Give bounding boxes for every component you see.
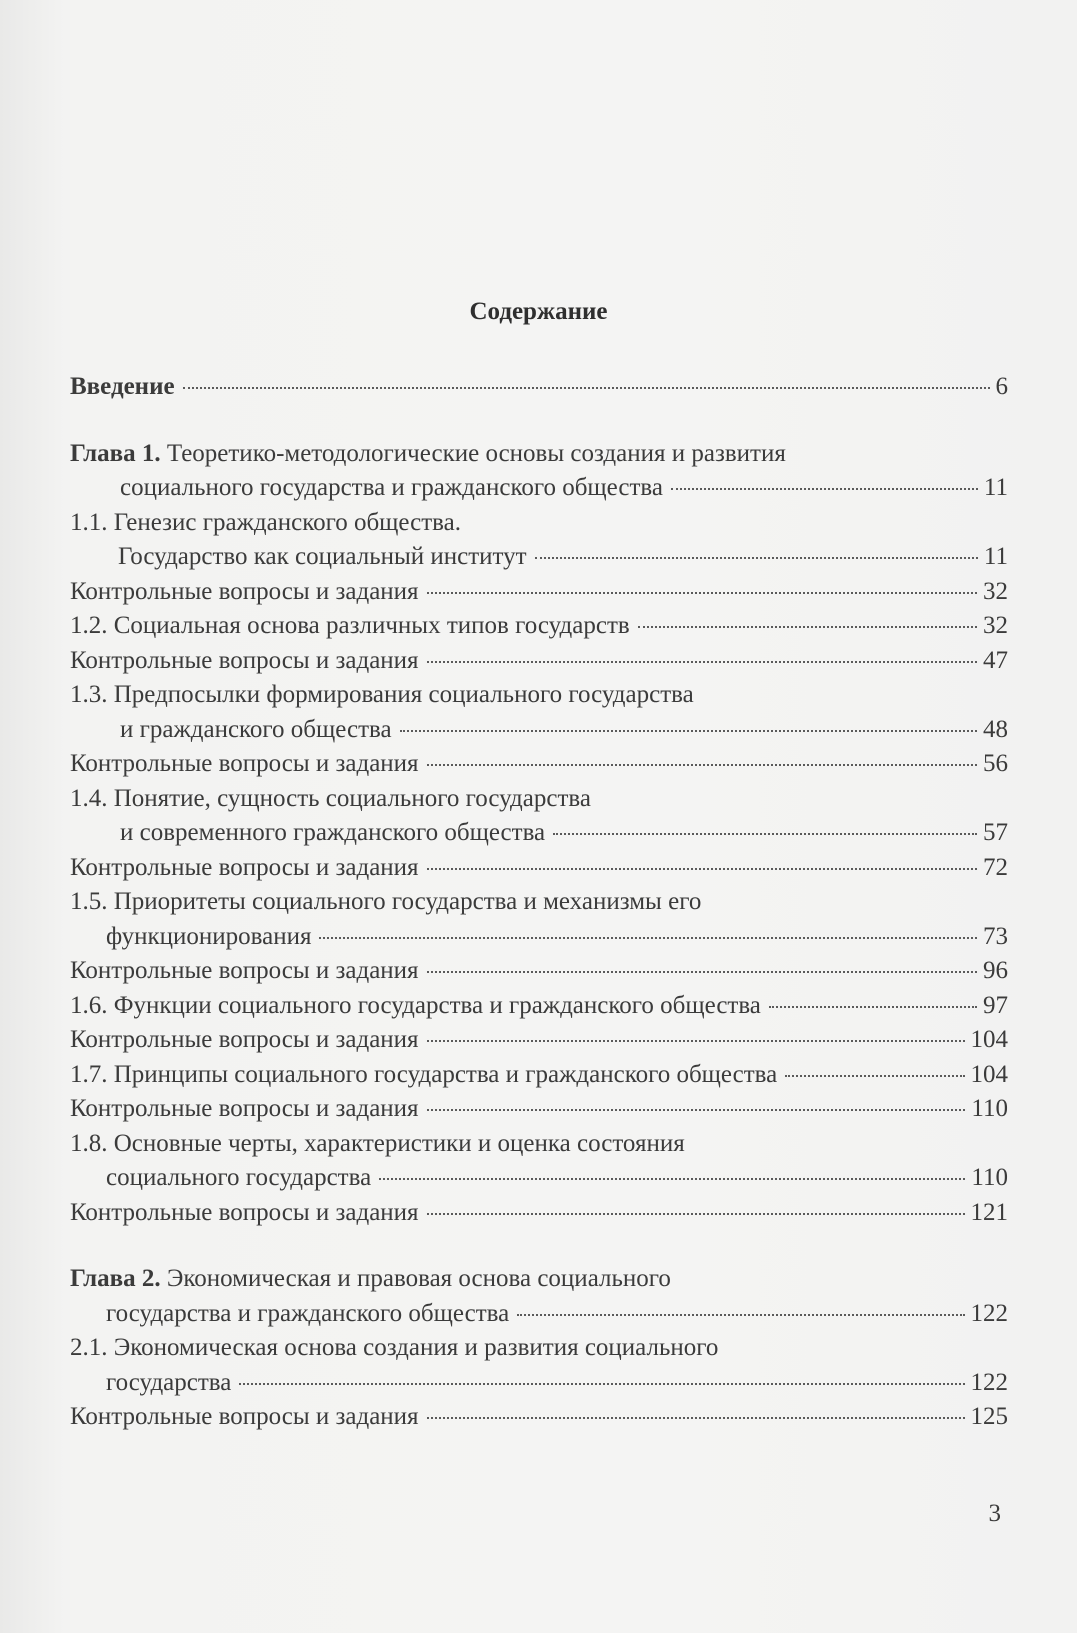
toc-entry-label: социального государства (106, 1164, 372, 1191)
toc-entry (70, 575, 1008, 610)
toc-entry-label: Контрольные вопросы и задания (70, 1198, 419, 1226)
toc-entry-label: 1.2. Социальная основа различных типов государств (70, 612, 630, 639)
toc-entry-label: функционирования (106, 922, 312, 950)
toc-page-number: 110 (971, 1164, 1008, 1191)
toc-entry (70, 1023, 1008, 1058)
toc-entry-continuation (70, 713, 1008, 748)
toc-entry-label: 1.8. Основные черты, характеристики и оценка состояния (70, 1129, 685, 1157)
chapter-title-line (70, 437, 1008, 472)
toc-entry-label: Контрольные вопросы и задания (70, 1403, 419, 1430)
table-of-contents (70, 370, 1008, 1435)
toc-page-number: 96 (983, 957, 1008, 984)
toc-entry-label: Контрольные вопросы и задания (70, 646, 419, 674)
toc-entry-continuation (70, 1366, 1008, 1401)
toc-page-number: 72 (983, 853, 1008, 881)
toc-entry-label: 1.7. Принципы социального государства и гражданского общества (70, 1060, 778, 1088)
toc-page-number: 11 (983, 543, 1008, 570)
toc-entry-intro (70, 370, 1008, 405)
toc-entry-label: 1.6. Функции социального государства и гражданского общества (70, 991, 761, 1019)
toc-entry-label: государства (106, 1368, 232, 1396)
toc-entry-label: Контрольные вопросы и задания (70, 1026, 419, 1053)
chapter-title-continuation (70, 1297, 1008, 1332)
chapter-prefix: Глава 2. (70, 1265, 161, 1292)
toc-entry (70, 885, 1008, 954)
toc-entry-label: Контрольные вопросы и задания (70, 577, 419, 605)
toc-entry (70, 1058, 1008, 1093)
toc-page-number: 104 (970, 1060, 1008, 1088)
toc-entry (70, 644, 1008, 679)
toc-page-number: 6 (995, 373, 1008, 400)
dot-leader (535, 557, 978, 559)
toc-entry (70, 851, 1008, 886)
toc-page-number: 104 (970, 1026, 1008, 1053)
toc-entry-label: 1.4. Понятие, сущность социального государства (70, 784, 591, 812)
toc-entry-label: Контрольные вопросы и задания (70, 750, 419, 777)
toc-entry-label: Контрольные вопросы и задания (70, 957, 419, 984)
toc-entry-continuation (70, 540, 1008, 575)
toc-entry (70, 989, 1008, 1024)
dot-leader (183, 387, 990, 389)
dot-leader (427, 1040, 965, 1042)
toc-entry-label: Контрольные вопросы и задания (70, 853, 419, 881)
toc-entry (70, 954, 1008, 989)
toc-page-number: 121 (970, 1198, 1008, 1226)
page-title: Содержание (469, 298, 608, 325)
dot-leader (427, 971, 977, 973)
dot-leader (769, 1006, 977, 1008)
chapter-title: государства и гражданского общества (106, 1299, 510, 1327)
toc-entry-label: Контрольные вопросы и задания (70, 1095, 419, 1122)
toc-page-number: 122 (970, 1368, 1008, 1396)
dot-leader (427, 764, 977, 766)
toc-entry-label: 1.5. Приоритеты социального государства и механизмы его (70, 888, 702, 915)
toc-entry (70, 1400, 1008, 1435)
chapter-title-continuation (70, 471, 1008, 506)
toc-entry-label: 1.3. Предпосылки формирования социального государства (70, 681, 694, 708)
dot-leader (239, 1383, 964, 1385)
toc-entry (70, 1196, 1008, 1231)
toc-page-number: 57 (983, 819, 1008, 846)
toc-entry (70, 1331, 1008, 1400)
toc-entry-label: 2.1. Экономическая основа создания и развития социального (70, 1334, 719, 1361)
toc-page-number: 125 (970, 1403, 1008, 1430)
dot-leader (427, 1109, 966, 1111)
toc-chapter-2 (70, 1262, 1008, 1331)
dot-leader (427, 868, 977, 870)
dot-leader (427, 1213, 965, 1215)
toc-page-number: 11 (983, 474, 1008, 501)
toc-page-number: 32 (983, 577, 1008, 605)
dot-leader (785, 1075, 964, 1077)
toc-entry (70, 678, 1008, 747)
dot-leader (400, 730, 977, 732)
toc-page-number: 56 (983, 750, 1008, 777)
toc-entry (70, 782, 1008, 851)
toc-entry (70, 747, 1008, 782)
chapter-prefix: Глава 1. (70, 439, 161, 467)
dot-leader (427, 592, 977, 594)
dot-leader (427, 1417, 965, 1419)
toc-entry-label: и современного гражданского общества (120, 819, 546, 846)
dot-leader (517, 1314, 964, 1316)
toc-page-number: 47 (983, 646, 1008, 674)
toc-chapter-1 (70, 437, 1008, 506)
dot-leader (379, 1178, 965, 1180)
toc-entry (70, 1092, 1008, 1127)
toc-entry (70, 506, 1008, 575)
dot-leader (427, 661, 977, 663)
chapter-title-line (70, 1262, 1008, 1297)
toc-entry-label: и гражданского общества (120, 715, 392, 743)
toc-entry-label: Введение (70, 373, 175, 400)
page-number: 3 (988, 1500, 1001, 1527)
toc-page-number: 32 (983, 612, 1008, 639)
toc-page-number: 122 (970, 1299, 1008, 1327)
toc-page-number: 97 (983, 991, 1008, 1019)
toc-entry-label: Государство как социальный институт (118, 543, 527, 570)
toc-page-number: 73 (983, 922, 1008, 950)
dot-leader (638, 626, 977, 628)
toc-page-number: 110 (971, 1095, 1008, 1122)
toc-entry-continuation (70, 920, 1008, 955)
chapter-title: Теоретико-методологические основы создания и развития (166, 439, 786, 467)
chapter-title: Экономическая и правовая основа социального (166, 1265, 671, 1292)
chapter-title: социального государства и гражданского общества (120, 474, 663, 501)
toc-entry (70, 609, 1008, 644)
dot-leader (553, 833, 977, 835)
toc-entry-continuation (70, 1161, 1008, 1196)
toc-page-number: 48 (983, 715, 1008, 743)
toc-entry-label: 1.1. Генезис гражданского общества. (70, 508, 461, 536)
dot-leader (319, 937, 977, 939)
toc-entry (70, 1127, 1008, 1196)
toc-entry-continuation (70, 816, 1008, 851)
dot-leader (671, 488, 978, 490)
